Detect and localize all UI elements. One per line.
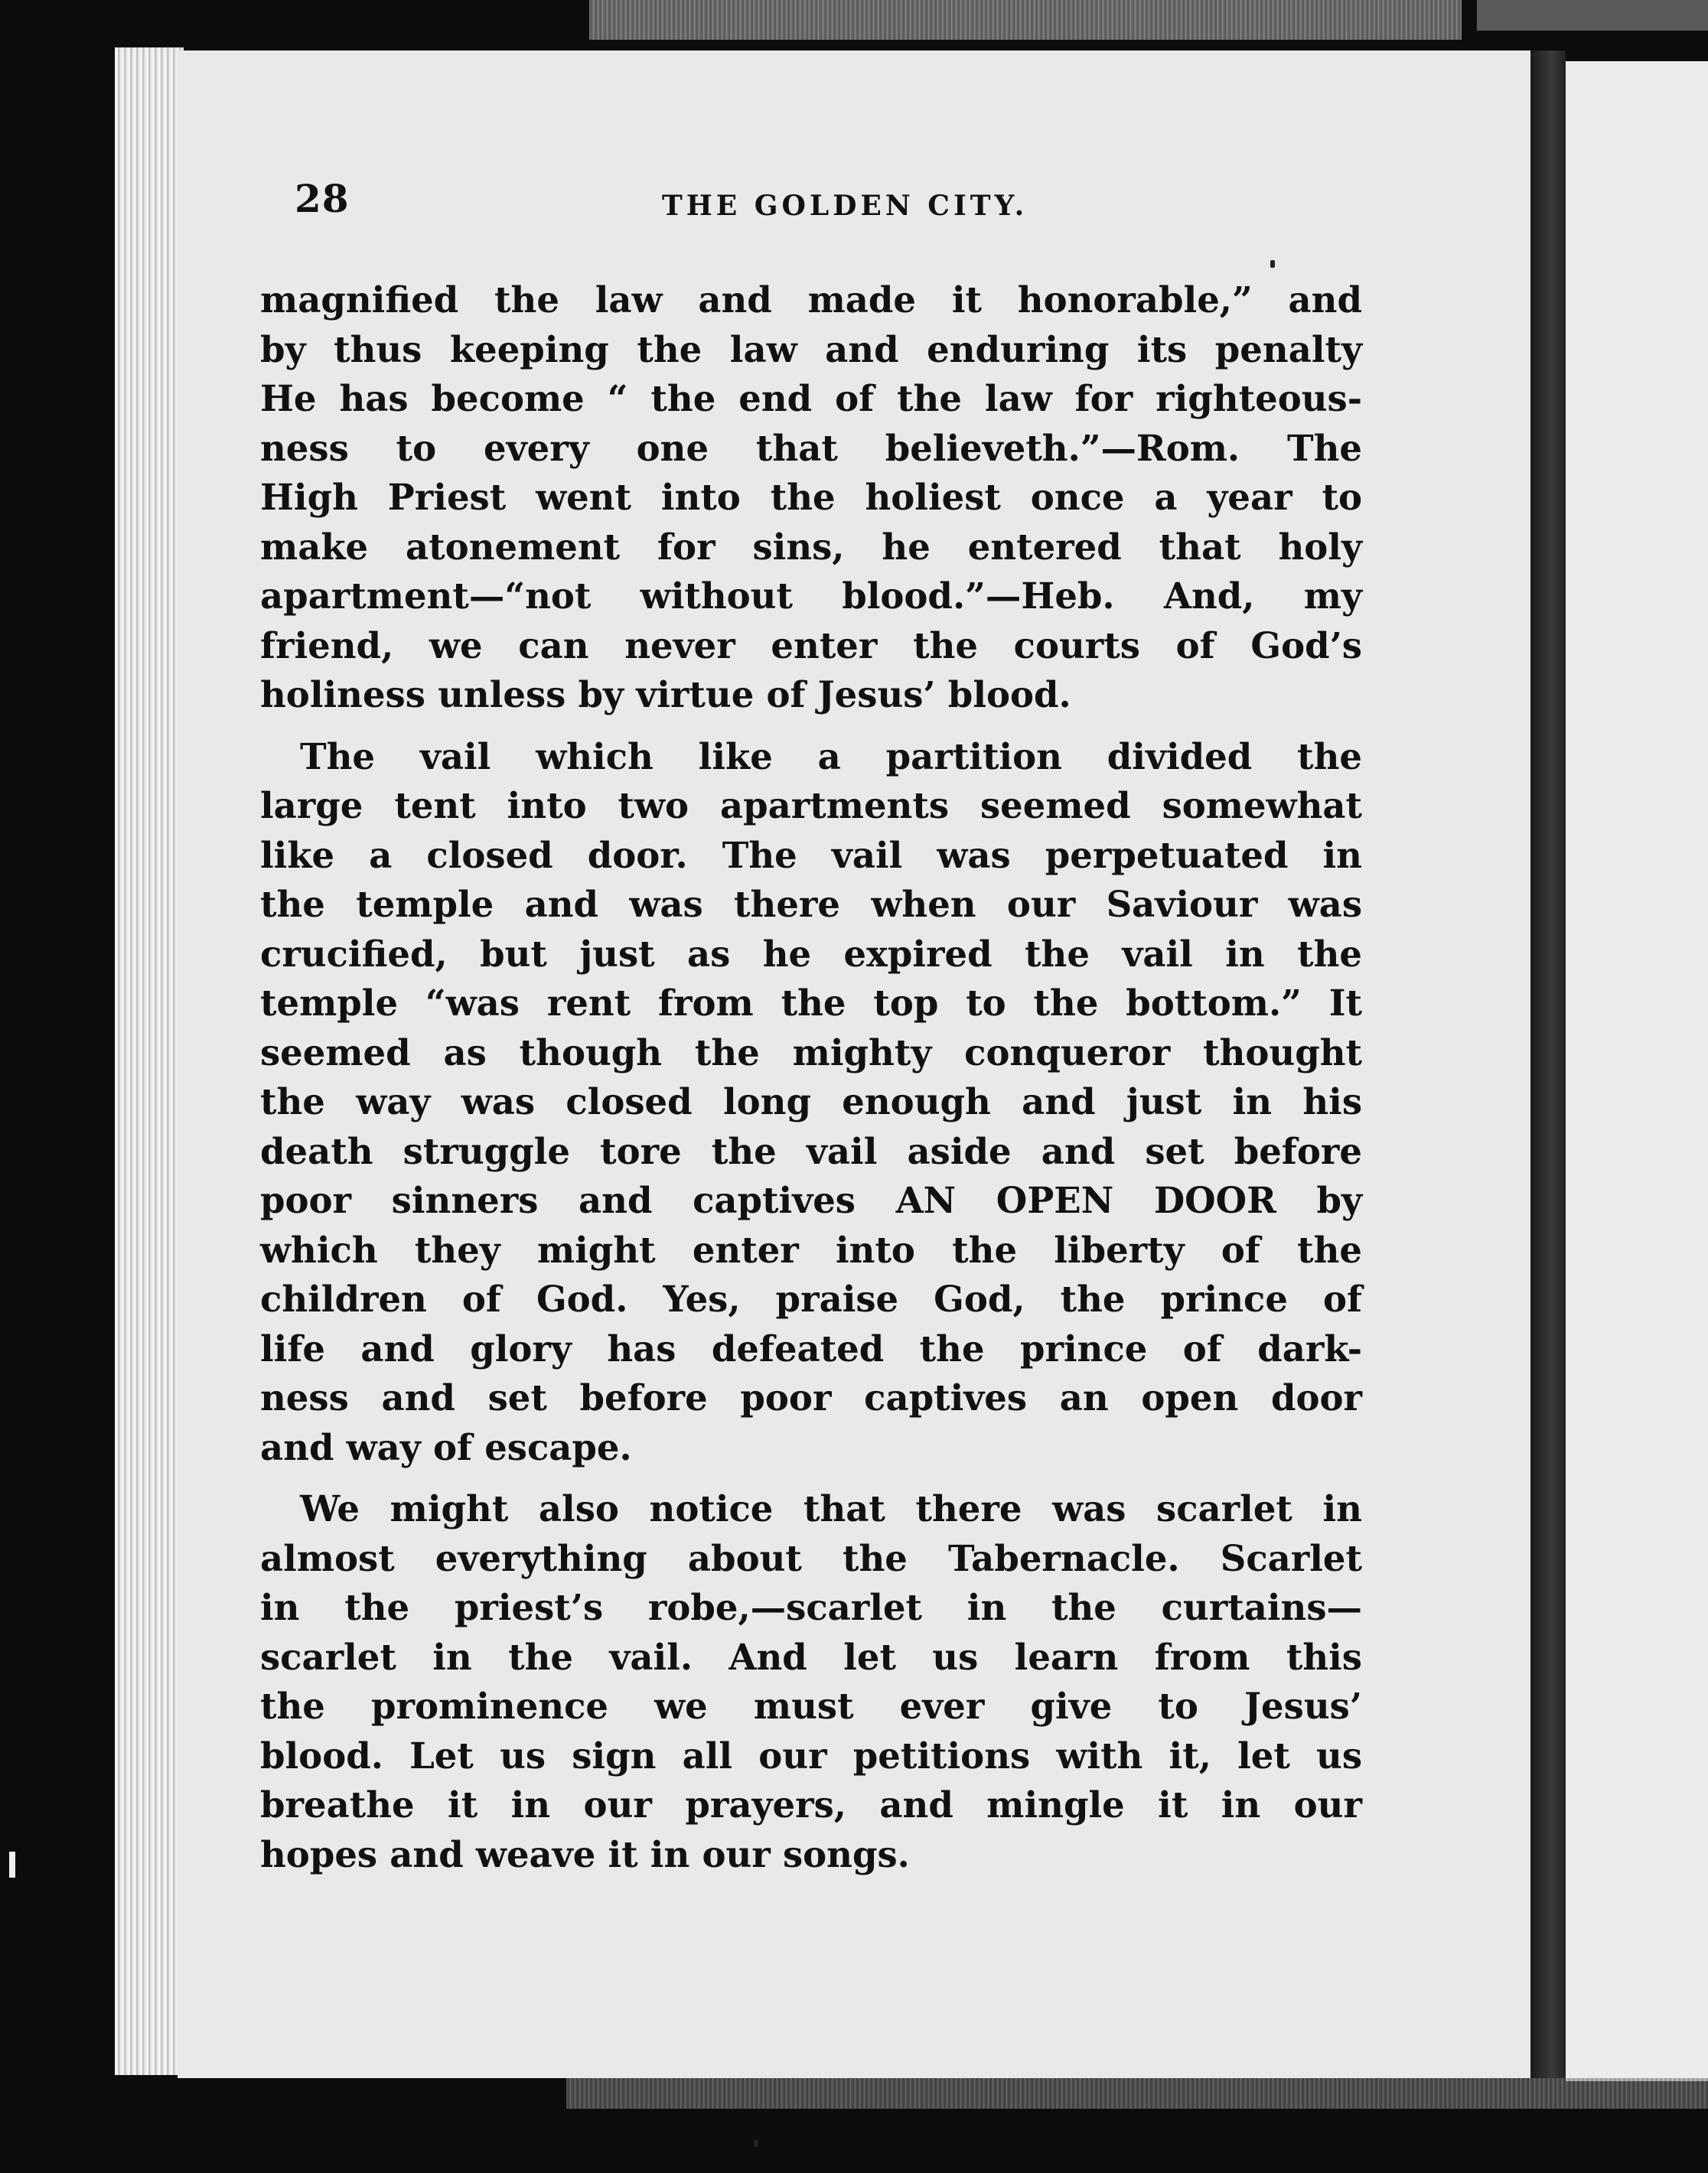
body-text [260,275,1362,1879]
page-number: 28 [295,176,350,221]
text-line: poor sinners and captives AN OPEN DOOR by [260,1179,1362,1221]
text-line: High Priest went into the holiest once a year to [260,476,1362,518]
scan-artifact [9,1852,15,1878]
binding-cloth-top [589,0,1462,40]
paragraph [260,732,1362,1473]
text-line: and way of escape. [260,1425,632,1468]
ink-speck [1270,260,1275,268]
text-line: ness to every one that believeth.”—Rom. The [260,426,1362,469]
text-line: ness and set before poor captives an open door [260,1376,1362,1419]
text-line: make atonement for sins, he entered that holy [260,525,1362,568]
text-line: the temple and was there when our Saviour was [260,883,1362,925]
text-line: by thus keeping the law and enduring its penalty [260,327,1362,370]
text-line: We might also notice that there was scarlet in [300,1487,1362,1530]
text-line: temple “was rent from the top to the bottom.” It [260,982,1362,1024]
text-line: life and glory has defeated the prince of dark- [260,1327,1362,1370]
text-line: blood. Let us sign all our petitions with it, let us [260,1734,1362,1777]
page-header [295,176,1366,237]
text-line: apartment—“not without blood.”—Heb. And, my [260,575,1362,617]
binding-cloth-top-right [1477,0,1708,31]
text-line: He has become “ the end of the law for righteous- [260,377,1362,419]
facing-page [1566,61,1708,2081]
text-line: holiness unless by virtue of Jesus’ blood. [260,673,1071,715]
running-title: THE GOLDEN CITY. [662,190,1028,222]
paragraph [260,275,1362,720]
book-gutter [1530,50,1566,2078]
text-line: The vail which like a partition divided the [300,735,1362,777]
page-edges [115,47,184,2075]
text-line: which they might enter into the liberty of the [260,1228,1362,1271]
ink-speck [754,2139,758,2147]
text-line: death struggle tore the vail aside and set before [260,1129,1362,1172]
text-line: large tent into two apartments seemed somewhat [260,784,1362,826]
text-line: the prominence we must ever give to Jesus’ [260,1685,1362,1727]
text-line: magnified the law and made it honorable,” and [260,279,1362,321]
text-line: friend, we can never enter the courts of God’s [260,624,1362,666]
text-line: almost everything about the Tabernacle. Scarlet [260,1536,1362,1579]
text-line: hopes and weave it in our songs. [260,1833,910,1875]
text-line: like a closed door. The vail was perpetuated in [260,833,1362,876]
text-line: breathe it in our prayers, and mingle it in our [260,1784,1362,1826]
text-line: scarlet in the vail. And let us learn from this [260,1635,1362,1678]
text-line: crucified, but just as he expired the vail in the [260,932,1362,975]
text-line: in the priest’s robe,—scarlet in the curtains— [260,1586,1362,1628]
text-line: children of God. Yes, praise God, the prince of [260,1278,1362,1320]
binding-cloth-bottom [566,2078,1708,2109]
paragraph [260,1484,1362,1879]
text-line: seemed as though the mighty conqueror thought [260,1031,1362,1073]
text-line: the way was closed long enough and just in his [260,1080,1362,1122]
